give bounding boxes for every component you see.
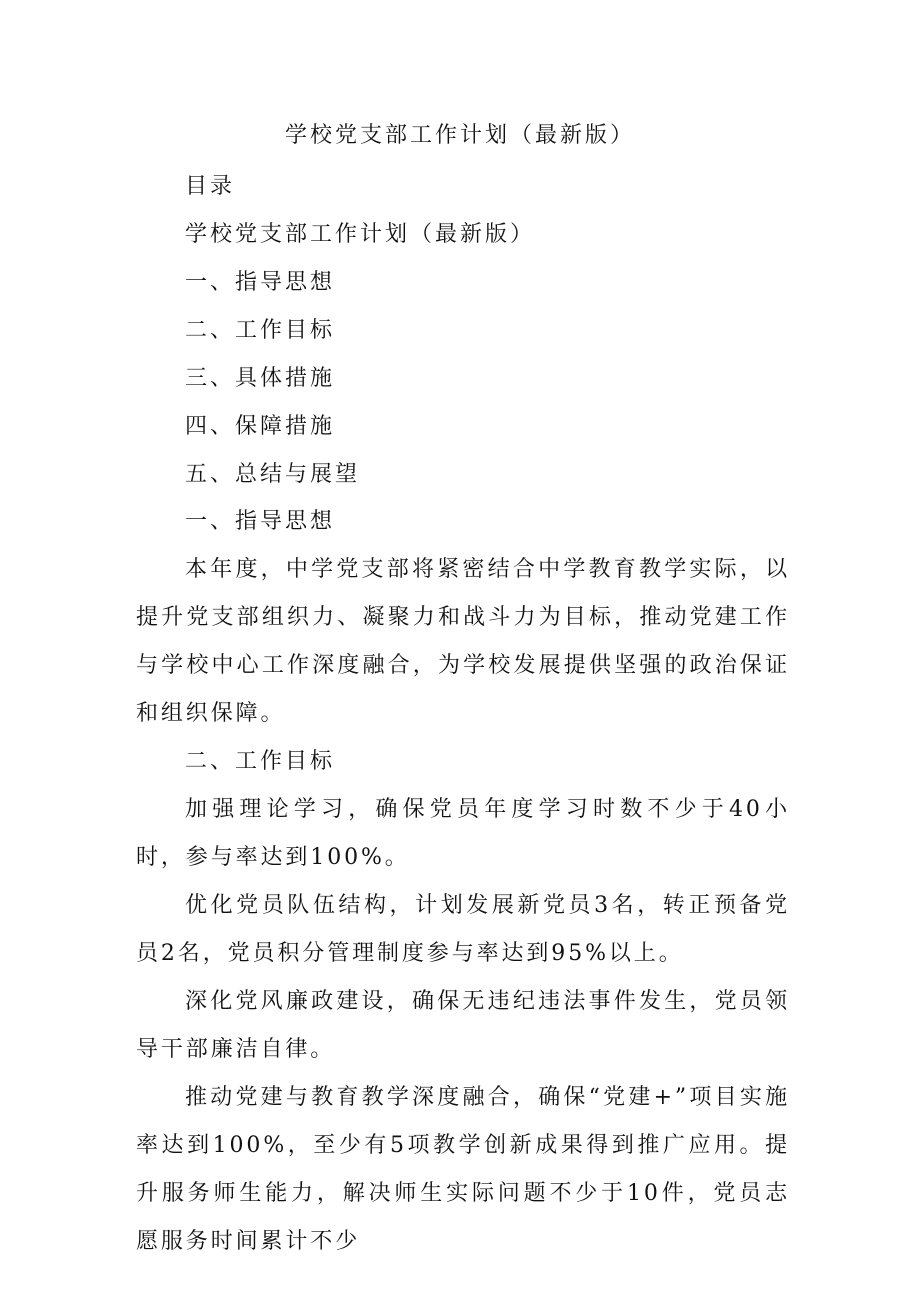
toc-heading: 目录	[185, 174, 236, 199]
paragraph: 加强理论学习，确保党员年度学习时数不少于40小时，参与率达到100%。	[136, 797, 790, 870]
paragraph: 深化党风廉政建设，确保无违纪违法事件发生，党员领导干部廉洁自律。	[136, 989, 790, 1062]
toc-item: 三、具体措施	[185, 366, 336, 391]
toc-item: 二、工作目标	[185, 318, 336, 343]
section-heading-guiding-ideology: 一、指导思想	[185, 509, 336, 534]
paragraph: 优化党员队伍结构，计划发展新党员3名，转正预备党员2名，党员积分管理制度参与率达到95%以上。	[136, 893, 790, 966]
toc-item: 五、总结与展望	[185, 462, 361, 487]
toc-item: 一、指导思想	[185, 270, 336, 295]
document-body	[136, 498, 790, 1266]
document-title: 学校党支部工作计划（最新版）	[284, 123, 635, 148]
section-heading-work-goals: 二、工作目标	[185, 749, 336, 774]
table-of-contents	[185, 163, 535, 499]
paragraph: 推动党建与教育教学深度融合，确保“党建+”项目实施率达到100%，至少有5项教学创新成果得到推广应用。提升服务师生能力，解决师生实际问题不少于10件，党员志愿服务时间累计不少	[136, 1085, 790, 1254]
toc-item: 四、保障措施	[185, 414, 336, 439]
toc-item: 学校党支部工作计划（最新版）	[185, 222, 536, 247]
paragraph: 本年度，中学党支部将紧密结合中学教育教学实际，以提升党支部组织力、凝聚力和战斗力为目标，推动党建工作与学校中心工作深度融合，为学校发展提供坚强的政治保证和组织保障。	[136, 557, 790, 726]
